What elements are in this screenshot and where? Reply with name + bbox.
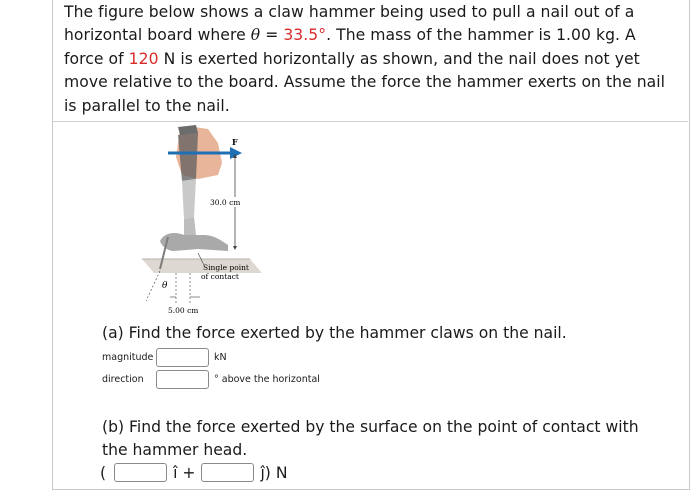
part-b-question-2: the hammer head. <box>102 441 248 459</box>
angle-label: θ <box>162 281 168 291</box>
direction-input[interactable] <box>156 370 209 389</box>
hammer-handle <box>182 179 196 219</box>
hammer-figure <box>138 123 278 317</box>
direction-unit: ° above the horizontal <box>214 374 320 385</box>
part-b-answer-row <box>100 463 288 482</box>
magnitude-row <box>102 348 227 367</box>
theta-symbol: θ <box>250 26 261 45</box>
hammer-head <box>160 233 228 251</box>
magnitude-label: magnitude <box>102 352 154 363</box>
length-label: 30.0 cm <box>210 198 241 207</box>
part-a-question: (a) Find the force exerted by the hammer claws on the nail. <box>102 324 567 342</box>
part-b-question-1: (b) Find the force exerted by the surface on the point of contact with <box>102 418 639 436</box>
theta-value: 33.5° <box>283 26 327 45</box>
direction-row <box>102 370 320 389</box>
j-hat-unit: ĵ) N <box>260 463 288 482</box>
force-value: 120 <box>128 49 159 68</box>
i-component-input[interactable] <box>114 463 167 482</box>
force-label: F <box>232 137 238 147</box>
width-label: 5.00 cm <box>168 306 199 315</box>
section-divider <box>52 121 688 122</box>
direction-label: direction <box>102 374 144 385</box>
problem-statement: The figure below shows a claw hammer being used to pull a nail out of a horizontal board where θ = 33.5°. The mass of the hammer is 1.00 kg. A force of 120 N is exerted horizontally as shown, and the nail does not yet move relative to the board. Assume the force the hammer exerts on the nail is parallel to the nail. <box>64 3 666 115</box>
contact-label-2: of contact <box>201 272 239 281</box>
open-paren: ( <box>100 463 107 482</box>
j-component-input[interactable] <box>201 463 254 482</box>
i-hat-plus: î + <box>173 463 196 482</box>
contact-label-1: Single point <box>203 263 249 272</box>
magnitude-input[interactable] <box>156 348 209 367</box>
magnitude-unit: kN <box>214 352 227 363</box>
